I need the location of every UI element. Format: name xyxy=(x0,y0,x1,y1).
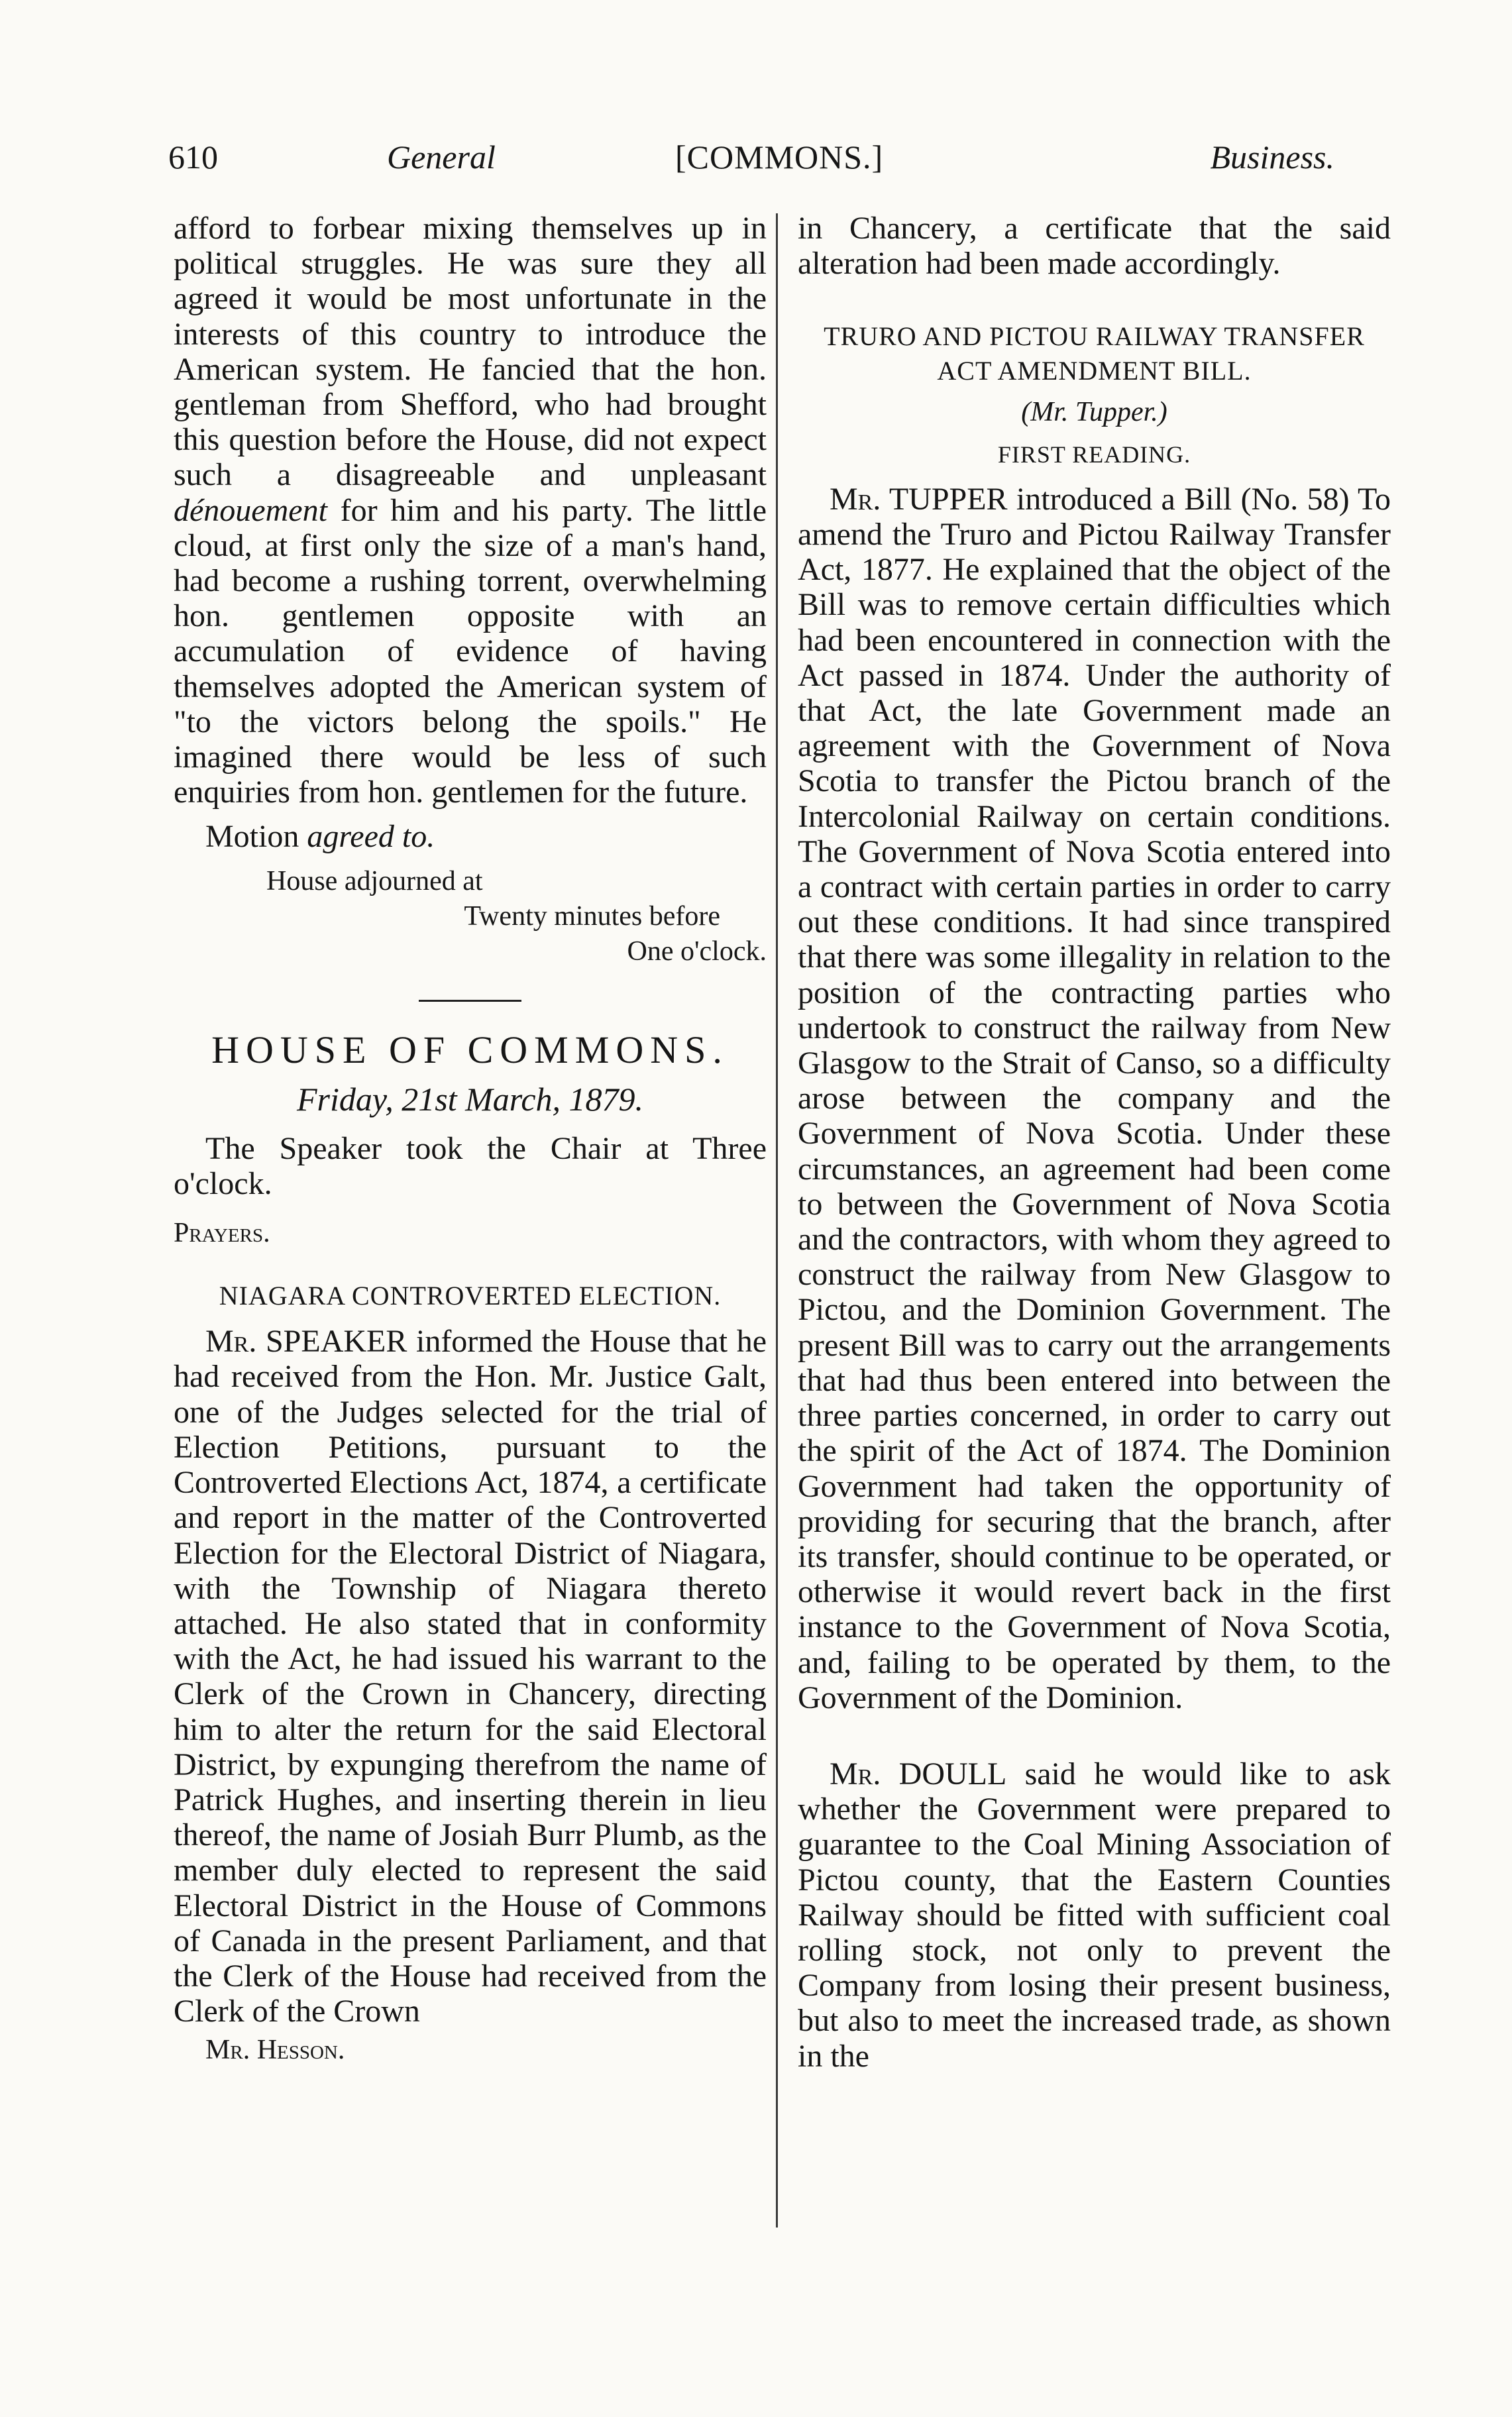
speaker-statement: Mr. SPEAKER informed the House that he had received from the Hon. Mr. Justice Galt, one of the Judges selected for the trial of Election Petitions, pursuant to the Controverted Elections Act, 1874, a certificate and report in the matter of the Controverted Election for the Electoral District of Niagara, with the Township of Niagara thereto attached. He also stated that in conformity with the Act, he had issued his warrant to the Clerk of the Crown in Chancery, directing him to alter the return for the said Electoral District, by expunging therefrom the name of Patrick Hughes, and inserting therein in lieu thereof, the name of Josiah Burr Plumb, as the member duly elected to represent the said Electoral District in the House of Commons of Canada in the present Parliament, and that the Clerk of the House had received from the Clerk of the Crown xyxy=(174,1324,767,2029)
left-column xyxy=(174,211,767,2068)
niagara-heading: NIAGARA CONTROVERTED ELECTION. xyxy=(219,1281,722,1311)
page-number: 610 xyxy=(168,138,218,176)
prayers-heading: Prayers. xyxy=(174,1218,270,1249)
adjourn-line-2: Twenty minutes before xyxy=(464,900,720,932)
right-column xyxy=(798,211,1391,2074)
adjourn-line-3: One o'clock. xyxy=(627,936,767,967)
catchword: Mr. Hesson. xyxy=(205,2035,345,2066)
header-right-title: Business. xyxy=(1210,138,1334,176)
truro-mover: (Mr. Tupper.) xyxy=(1021,397,1167,428)
speaker-chair-line: The Speaker took the Chair at Three o'clock. xyxy=(174,1130,767,1201)
house-title: HOUSE OF COMMONS. xyxy=(211,1028,729,1072)
header-center-title: [COMMONS.] xyxy=(675,138,884,176)
column-divider xyxy=(776,213,778,2228)
doull-statement: Mr. DOULL said he would like to ask whether the Government were prepared to guarantee to the Coal Mining Association of Pictou county, that the Eastern Counties Railway should be fitted with sufficient coal rolling stock, not only to prevent the Company from losing their present business, but also to meet the increased trade, as shown in the xyxy=(798,1756,1391,2074)
tupper-statement: Mr. TUPPER introduced a Bill (No. 58) To amend the Truro and Pictou Railway Transfer Act, 1877. He explained that the object of the Bill was to remove certain difficulties which had been encountered in connection with the Act passed in 1874. Under the authority of that Act, the late Government made an agreement with the Government of Nova Scotia to transfer the Pictou branch of the Intercolonial Railway on certain conditions. The Government of Nova Scotia entered into a contract with certain parties in order to carry out these conditions. It had since transpired that there was some illegality in relation to the position of the contracting parties who undertook to construct the railway from New Glasgow to the Strait of Canso, so a difficulty arose between the company and the Government of Nova Scotia. Under these circumstances, an agreement had been come to between the Government of Nova Scotia and the contractors, with whom they agreed to construct the railway from New Glasgow to Pictou, and the Dominion Government. The present Bill was to carry out the arrangements that had thus been entered into between the three parties concerned, in order to carry out the spirit of the Act of 1874. The Dominion Government had taken the opportunity of providing for securing that the branch, after its transfer, should continue to be operated, or otherwise it would revert back in the first instance to the Government of Nova Scotia, and, failing to be operated by them, to the Government of the Dominion. xyxy=(798,481,1391,1715)
header-left-title: General xyxy=(387,138,496,176)
truro-heading: TRURO AND PICTOU RAILWAY TRANSFER ACT AMENDMENT BILL. xyxy=(824,321,1365,386)
section-rule xyxy=(419,1000,521,1002)
page-header xyxy=(168,138,1348,184)
continued-paragraph: in Chancery, a certificate that the said alteration had been made accordingly. xyxy=(798,211,1391,282)
sitting-date: Friday, 21st March, 1879. xyxy=(296,1081,644,1118)
debate-paragraph: afford to forbear mixing themselves up in political struggles. He was sure they all agreed it would be most unfortunate in the interests of this country to introduce the American system. He fancied that the hon. gentleman from Shefford, who had brought this question before the House, did not expect such a disagreeable and unpleasant dénouement for him and his party. The little cloud, at first only the size of a man's hand, had become a rushing torrent, overwhelming hon. gentlemen opposite with an accumulation of evidence of having themselves adopted the American system of "to the victors belong the spoils." He imagined there would be less of such enquiries from hon. gentlemen for the future. xyxy=(174,211,767,810)
first-reading-heading: FIRST READING. xyxy=(997,441,1191,468)
motion-line: Motion agreed to. xyxy=(205,819,435,855)
adjourn-line-1: House adjourned at xyxy=(266,865,483,896)
